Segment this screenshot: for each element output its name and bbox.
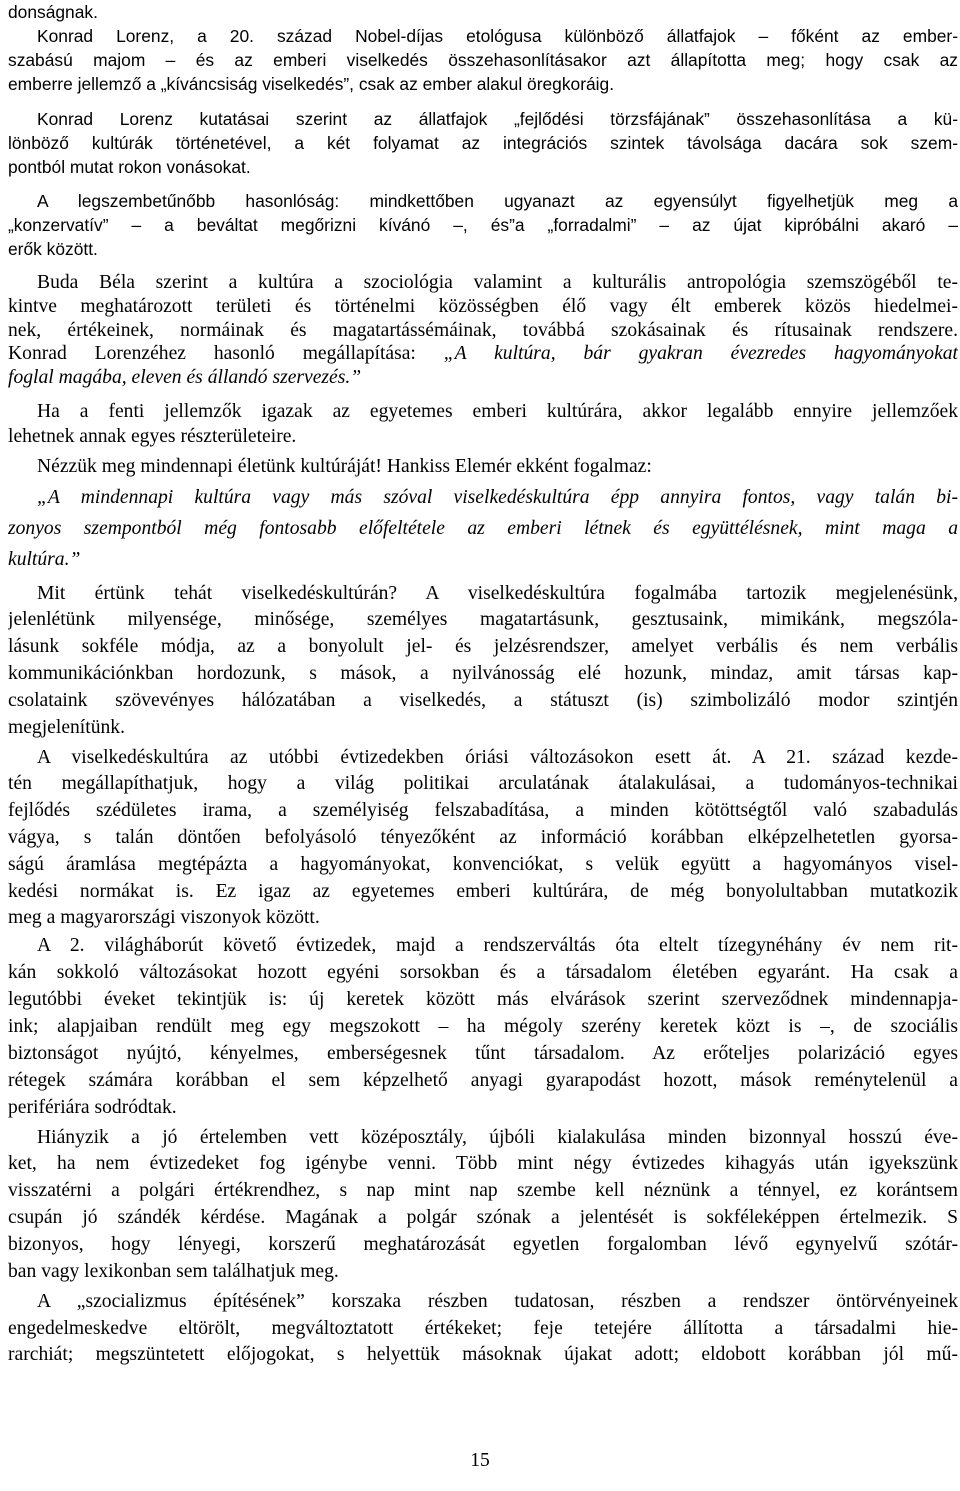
text-line: ink; alapjaiban rendült meg egy megszokott – ha mégoly szerény keretek közt is –, de szociális [8, 1016, 958, 1037]
text-line: fejlődés szédületes irama, a személyiség felszabadítása, a minden kötöttségtől való szabadulás [8, 800, 958, 821]
text-line: vágya, s talán döntően befolyásoló tényezőként az információ korábban elképzelhetetlen gyorsa- [8, 827, 958, 848]
text-line: Ha a fenti jellemzők igazak az egyetemes emberi kultúrára, akkor legalább ennyire jellemzőek [37, 401, 958, 422]
text-line: ságú áramlása megtépázta a hagyományokat, konvenciókat, s velük együtt a hagyományos visel- [8, 854, 958, 875]
text-line: tén megállapíthatjuk, hogy a világ politikai arculatának átalakulásai, a tudományos-technikai [8, 773, 958, 794]
text-line: „konzervatív” – a beváltat megőrizni kívánó –, és”a „forradalmi” – az újat kipróbálni akaró – [8, 215, 958, 235]
text-line: nek, értékeinek, normáinak és magatartássémáinak, továbbá szokásainak és rítusainak rendszere. [8, 320, 958, 341]
text-line: lönböző kultúrák történetével, a két folyamat az integrációs szintek távolsága dacára sok szem- [8, 133, 958, 153]
text-line: Buda Béla szerint a kultúra a szociológia valamint a kulturális antropológia szemszögéből te- [37, 272, 958, 293]
text-line: meg a magyarországi viszonyok között. [8, 907, 320, 928]
text-line: jelenlétünk milyensége, minősége, személyes magatartásunk, gesztusaink, mimikánk, megszóla- [8, 609, 958, 630]
text-line: kán sokkoló változásokat hozott egyéni sorsokban és a társadalom életében egyaránt. Ha csak a [8, 962, 958, 983]
text-line: rarchiát; megszüntetett előjogokat, s helyettük másoknak újakat adott; eldobott korábban jól mű- [8, 1344, 958, 1365]
text-line: ket, ha nem évtizedeket fog igénybe venni. Több mint négy évtizedes kihagyás után igyekszünk [8, 1153, 958, 1174]
text-line: kommunikációnkban hordozunk, s mások, a nyilvánosság elé hozunk, mindaz, amit társas kap- [8, 663, 958, 684]
text-line: A 2. világháborút követő évtizedek, majd a rendszerváltás óta eltelt tízegynéhány év nem rit- [37, 935, 958, 956]
quote-text: „A mindennapi kultúra vagy más szóval viselkedéskultúra épp annyira fontos, vagy talán bi- [37, 487, 958, 508]
text-line: A „szocializmus építésének” korszaka részben tudatosan, részben a rendszer öntörvényeinek [37, 1291, 958, 1312]
text-line: Mit értünk tehát viselkedéskultúrán? A viselkedéskultúra fogalmába tartozik megjelenésünk, [37, 583, 958, 604]
text-line: kintve meghatározott területi és történelmi közösségben élő vagy élt emberek közös hiedelmei- [8, 296, 958, 317]
text-line: szabású majom – és az emberi viselkedés összehasonlításakor azt állapította meg; hogy csak az [8, 50, 958, 70]
text-line: engedelmeskedve eltörölt, megváltoztatott értékeket; feje tetejére állította a társadalmi hie- [8, 1318, 958, 1339]
quote-text: foglal magába, eleven és állandó szervezés.” [8, 367, 362, 388]
text-line: megjelenítünk. [8, 717, 125, 738]
text-line: A viselkedéskultúra az utóbbi évtizedekben óriási változásokon esett át. A 21. század kezde- [37, 747, 958, 768]
quote-text: zonyos szempontból még fontosabb előfeltétele az emberi létnek és együttélésnek, mint maga a [8, 518, 958, 539]
text-line: visszatérni a polgári értékrendhez, s nap mint nap szembe kell néznünk a ténnyel, ez korántsem [8, 1180, 958, 1201]
text-line: Nézzük meg mindennapi életünk kultúráját! Hankiss Elemér ekként fogalmaz: [37, 456, 652, 477]
text-line: Konrad Lorenz kutatásai szerint az állatfajok „fejlődési törzsfájának” összehasonlítása a kü- [37, 109, 958, 129]
text-line: A legszembetűnőbb hasonlóság: mindkettőben ugyanazt az egyensúlyt figyelhetjük meg a [37, 191, 958, 211]
text-run: Konrad Lorenzéhez hasonló megállapítása: [8, 343, 444, 364]
page-number: 15 [470, 1450, 490, 1471]
text-line: perifériára sodródtak. [8, 1097, 177, 1118]
text-line: bizonyos, hogy lényegi, korszerű meghatározását egyetlen forgalomban lévő egynyelvű szótár- [8, 1234, 958, 1255]
text-line: legutóbbi éveket tekintjük is: új keretek között más elvárások szerint szerveződnek mindennapja- [8, 989, 958, 1010]
text-line [8, 342, 958, 366]
text-line: Konrad Lorenz, a 20. század Nobel-díjas etológusa különböző állatfajok – főként az ember- [37, 26, 958, 46]
text-line: Hiányzik a jó értelemben vett középosztály, újbóli kialakulása minden bizonnyal hosszú éve- [37, 1127, 958, 1148]
text-line: ban vagy lexikonban sem találhatjuk meg. [8, 1261, 339, 1282]
text-line: pontból mutat rokon vonásokat. [8, 157, 251, 177]
text-line: lásunk sokféle módja, az a bonyolult jel- és jelzésrendszer, amelyet verbális és nem verbális [8, 636, 958, 657]
text-line: biztonságot nyújtó, kényelmes, emberségesnek tűnt társadalom. Az erőteljes polarizáció egyes [8, 1043, 958, 1064]
text-line: csolataink szövevényes hálózatában a viselkedés, a státuszt (is) szimbolizáló modor szintjén [8, 690, 958, 711]
text-line: erők között. [8, 239, 98, 259]
text-line: kedési normákat is. Ez igaz az egyetemes emberi kultúrára, de még bonyolultabban mutatkozik [8, 881, 958, 902]
text-line: donságnak. [8, 2, 98, 22]
text-line: lehetnek annak egyes részterületeire. [8, 426, 297, 447]
text-line: rétegek számára korábban el sem képzelhető anyagi gyarapodást hozott, mások reménytelenül a [8, 1070, 958, 1091]
text-line: csupán jó szándék kérdése. Magának a polgár szónak a jelentését is sokféleképpen értelmezik. S [8, 1207, 958, 1228]
text-line: emberre jellemző a „kíváncsiság viselkedés”, csak az ember alakul öregkoráig. [8, 74, 615, 94]
quote-text: „A kultúra, bár gyakran évezredes hagyományokat [443, 343, 958, 364]
quote-text: kultúra.” [8, 549, 81, 570]
